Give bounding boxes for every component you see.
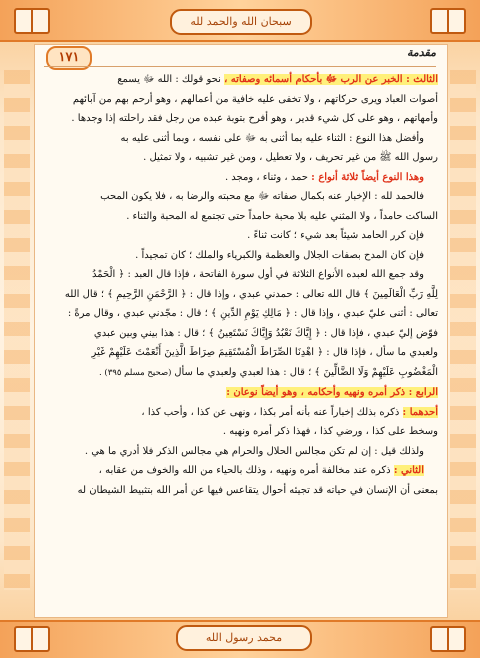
text-line: تعالى : أثنى عليّ عبدي ، وإذا قال : ﴿ مَالِكِ يَوْمِ الدِّينِ ﴾ ؛ قال : مجّدني عبدي ، وقال مرةً : (67, 308, 438, 319)
section-heading: الثالث : الخبر عن الرب ﷻ بأحكام أسمائه وصفاته ، (224, 74, 438, 85)
open-book-icon (430, 626, 466, 652)
text-line: الثالث : الخبر عن الرب ﷻ بأحكام أسمائه وصفاته ، نحو قولك : الله ﷻ يسمع (117, 74, 438, 85)
text-line: ولذلك قيل : إن لم تكن مجالس الحلال والحرام هي مجالس الذكر فلا أدري ما هي . (84, 445, 424, 457)
text-line (42, 383, 438, 403)
right-floral-ornament (450, 70, 476, 590)
header-rule (44, 66, 436, 67)
text-line: فإن كان المدح بصفات الجلال والعظمة والكبرياء والملك ؛ كان تمجيداً . (135, 249, 424, 261)
text-line: ولعبدي ما سأل ، فإذا قال : ﴿ اهْدِنَا الصِّرَاطَ الْمُسْتَقِيمَ صِرَاطَ الَّذِينَ أَنْعَمْتَ عَلَيْهِمْ غَيْرِ (91, 347, 438, 358)
text-line: وهذا النوع أيضاً ثلاثة أنواع : حمد ، وثناء ، ومجد . (224, 171, 424, 183)
text-line: الساكت حامداً ، ولا المثني عليه بلا محبة حامداً حتى تجتمع له المحبة والثناء . (126, 210, 438, 222)
page-number: ١٧١ (46, 46, 92, 70)
open-book-icon (430, 8, 466, 34)
text-line: الْمَغْضُوبِ عَلَيْهِمْ وَلَا الضَّالِّينَ ﴾ ؛ قال : هذا لعبدي ولعبدي ما سأل (صحيح مسلم ٣٩٥) . (98, 366, 438, 378)
bottom-calligraphy-cartouche: محمد رسول الله (176, 625, 312, 651)
text-line: بمعنى أن الإنسان في حياته قد تجيئه أحوال يتقاعس فيها عن أمر الله بتثبيط الشيطان له (77, 484, 438, 496)
text-line: فوّض إليّ عبدي ، فإذا قال : ﴿ إِيَّاكَ نَعْبُدُ وَإِيَّاكَ نَسْتَعِينُ ﴾ ؛ قال : هذا بيني وبين عبدي (93, 327, 438, 339)
left-floral-ornament (4, 70, 30, 590)
open-book-icon (14, 626, 50, 652)
section-heading: الرابع : ذكر أمره ونهيه وأحكامه ، وهو أيضاً نوعان : (226, 387, 438, 398)
text-line: وأمهاتهم ، وهو على كل شيء قدير ، وهو أفرح بتوبة عبده من رجل فقد راحلته إذا وجدها . (71, 113, 438, 124)
page-body (42, 70, 438, 500)
text-line: رسول الله ﷺ من غير تحريف ، ولا تعطيل ، ومن غير تشبيه ، ولا تمثيل . (143, 152, 438, 163)
text-line: وسخط على كذا ، ورضي كذا ، فهذا ذكر أمره ونهيه . (222, 426, 438, 437)
text-line: أصوات العباد ويرى حركاتهم ، ولا تخفى عليه خافية من أعمالهم ، وهو أرحم بهم من آبائهم (72, 93, 438, 105)
subheading: أحدهما : (402, 406, 438, 418)
text-line: أحدهما : ذكره بذلك إخباراً عنه بأنه أمر بكذا ، ونهى عن كذا ، وأحب كذا ، (141, 406, 438, 418)
running-head: مقدمة (406, 46, 436, 59)
text-line: فإن كرر الحامد شيئاً بعد شيء ؛ كانت ثناءً . (247, 230, 424, 241)
text-line: وأفضل هذا النوع : الثناء عليه بما أثنى به ﷻ على نفسه ، وبما أثنى عليه به (120, 132, 424, 144)
open-book-icon (14, 8, 50, 34)
subheading: الثاني : (393, 465, 424, 476)
top-calligraphy-cartouche: سبحان الله والحمد لله (170, 9, 312, 35)
citation: (صحيح مسلم ٣٩٥) . (98, 367, 175, 378)
text-line: فالحمد لله : الإخبار عنه بكمال صفاته ﷻ مع محبته والرضا به ، فلا يكون المحب (100, 191, 424, 202)
subheading: وهذا النوع أيضاً ثلاثة أنواع : (311, 171, 424, 183)
text-line: وقد جمع الله لعبده الأنواع الثلاثة في أول سورة الفاتحة ، فإذا قال العبد : ﴿ الْحَمْدُ (92, 269, 424, 280)
text-line: الثاني : ذكره عند مخالفة أمره ونهيه ، وذلك بالحياء من الله والخوف من عقابه ، (98, 465, 424, 476)
text-line: لِلَّهِ رَبِّ الْعَالَمِينَ ﴾ قال الله تعالى : حمدني عبدي ، وإذا قال : ﴿ الرَّحْمَنِ الرَّحِيمِ ﴾ ؛ قال الله (64, 288, 438, 300)
